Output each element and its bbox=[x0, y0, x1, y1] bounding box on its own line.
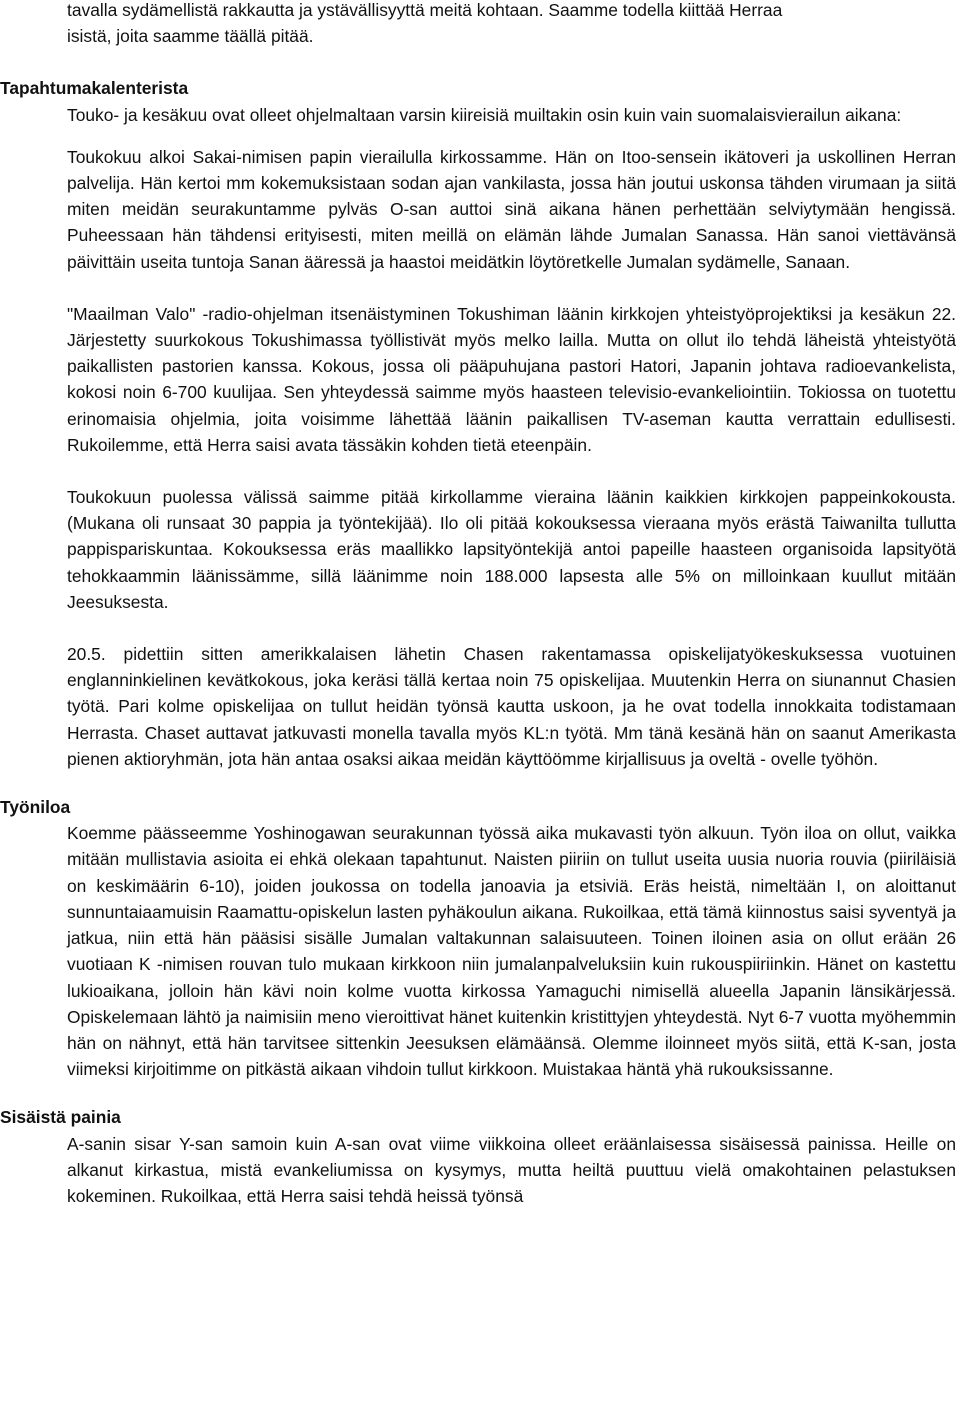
intro-line-2: isistä, joita saamme täällä pitää. bbox=[67, 26, 314, 47]
inner-struggle-paragraph: A-sanin sisar Y-san samoin kuin A-san ovat viime viikkoina olleet eräänlaisessa sisäisessä painissa. Heille on alkanut kirkastua, mistä evankeliumissa on kysymys, mutta heiltä puuttuu vielä omakohtainen pelastuksen kokeminen. Rukoilkaa, että Herra saisi tehdä heissä työnsä bbox=[67, 1133, 956, 1206]
calendar-lead-paragraph: Touko- ja kesäkuu ovat olleet ohjelmaltaan varsin kiireisiä muiltakin osin kuin vain suomalaisvierailun aikana: bbox=[67, 104, 902, 125]
section-heading-inner-struggle: Sisäistä painia bbox=[0, 1107, 121, 1128]
calendar-paragraph-chase: 20.5. pidettiin sitten amerikkalaisen lähetin Chasen rakentamassa opiskelijatyökeskuksessa vuotuinen englanninkielinen kevätkokous, joka keräsi tällä kertaa noin 75 opiskelijaa. Muutenkin Herra on siunannut Chasien työtä. Pari kolme opiskelijaa on tullut heidän työnsä kautta uskoon, ja he ovat todella innokkaita todistamaan Herrasta. Chaset auttavat jatkuvasti monella tavalla myös KL:n työtä. Mm tänä kesänä hän on saanut Amerikasta pienen aktioryhmän, jota hän antaa osaksi aikaa meidän käyttöömme kirjallisuus ja oveltä - ovelle työhön. bbox=[67, 644, 956, 769]
intro-line-1: tavalla sydämellistä rakkautta ja ystävällisyyttä meitä kohtaan. Saamme todella kiittää Herraa bbox=[67, 0, 783, 20]
calendar-paragraph-pastors-meeting: Toukokuun puolessa välissä saimme pitää kirkollamme vieraina läänin kaikkien kirkkojen pappeinkokousta. (Mukana oli runsaat 30 pappia ja työntekijää). Ilo oli pitää kokouksessa vieraana myös erästä Taiwanilta tullutta pappispariskuntaa. Kokouksessa eräs maallikko lapsityöntekijä antoi papeille haasteen organisoida lapsityötä tehokkaammin läänissämme, sillä läänimme noin 188.000 lapsesta alle 5% on milloinkaan kuullut mitään Jeesuksesta. bbox=[67, 487, 956, 612]
section-heading-calendar: Tapahtumakalenterista bbox=[0, 78, 189, 99]
section-heading-work-joy: Työniloa bbox=[0, 797, 71, 818]
calendar-paragraph-sakai: Toukokuu alkoi Sakai-nimisen papin vierailulla kirkossamme. Hän on Itoo-sensein ikätoveri ja uskollinen Herran palvelija. Hän kertoi mm kokemuksistaan sodan ajan vankilasta, jossa hän joutui uskonsa tähden virumaan ja siitä miten meidän seurakuntamme pylväs O-san auttoi sinä aikana hänen perhettään selviytymään hengissä. Puheessaan hän tähdensi erityisesti, miten meillä on elämän lähde Jumalan Sanassa. Hän sanoi viettävänsä päivittäin useita tuntoja Sanan ääressä ja haastoi meidätkin löytöretkelle Jumalan sydämelle, Sanaan. bbox=[67, 146, 956, 272]
intro-paragraph bbox=[67, 0, 956, 49]
calendar-paragraph-radio: "Maailman Valo" -radio-ohjelman itsenäistyminen Tokushiman läänin kirkkojen yhteistyöprojektiksi ja kesäkun 22. Järjestetty suurkokous Tokushimassa työllistivät myös melko lailla. Mutta on ollut ilo tehdä läheistä yhteistyötä paikallisten pastorien kanssa. Kokous, jossa oli pääpuhujana pastori Hatori, Japanin johtava radioevankelista, kokosi noin 6-700 kuulijaa. Sen yhteydessä saimme myös haasteen televisio-evankeliointiin. Tokiossa on tuotettu erinomaisia ohjelmia, joita voisimme lähettää läänin paikallisen TV-aseman kautta verrattain edullisesti. Rukoilemme, että Herra saisi avata tässäkin kohden tietä eteenpäin. bbox=[67, 303, 956, 455]
work-joy-paragraph: Koemme päässeemme Yoshinogawan seurakunnan työssä aika mukavasti työn alkuun. Työn iloa on ollut, vaikka mitään mullistavia asioita ei ehkä olekaan tapahtunut. Naisten piiriin on tullut useita uusia nuoria rouvia (piiriläisiä on keskimäärin 6-10), joiden joukossa on todella janoavia ja etsiviä. Eräs heistä, nimeltään I, on aloittanut sunnuntaiaamuisin Raamattu-opiskelun lasten pyhäkoulun aikana. Rukoilkaa, että tämä kiinnostus saisi syventyä ja jatkua, niin että hän pääsisi sisälle Jumalan valtakunnan salaisuuteen. Toinen iloinen asia on ollut erään 26 vuotiaan K -nimisen rouvan tulo mukaan kirkkoon niin jumalanpalveluksiin kuin rukouspiiriinkin. Hänet on kastettu lukioaikana, jolloin hän kävi noin kolme vuotta kirkossa Yamaguchi nimisellä alueella Japanin länsikärjessä. Opiskelemaan lähtö ja naimisiin meno vieroittivat hänet kuitenkin kristittyjen yhteydestä. Nyt 6-7 vuotta myöhemmin hän on nähnyt, että hän tarvitsee sittenkin Jeesuksen elämäänsä. Olemme iloinneet myös siitä, että K-san, josta viimeksi kirjoitimme on pitkästä aikaan vihdoin tullut kirkkoon. Muistakaa häntä yhä rukouksissanne. bbox=[67, 823, 956, 1080]
